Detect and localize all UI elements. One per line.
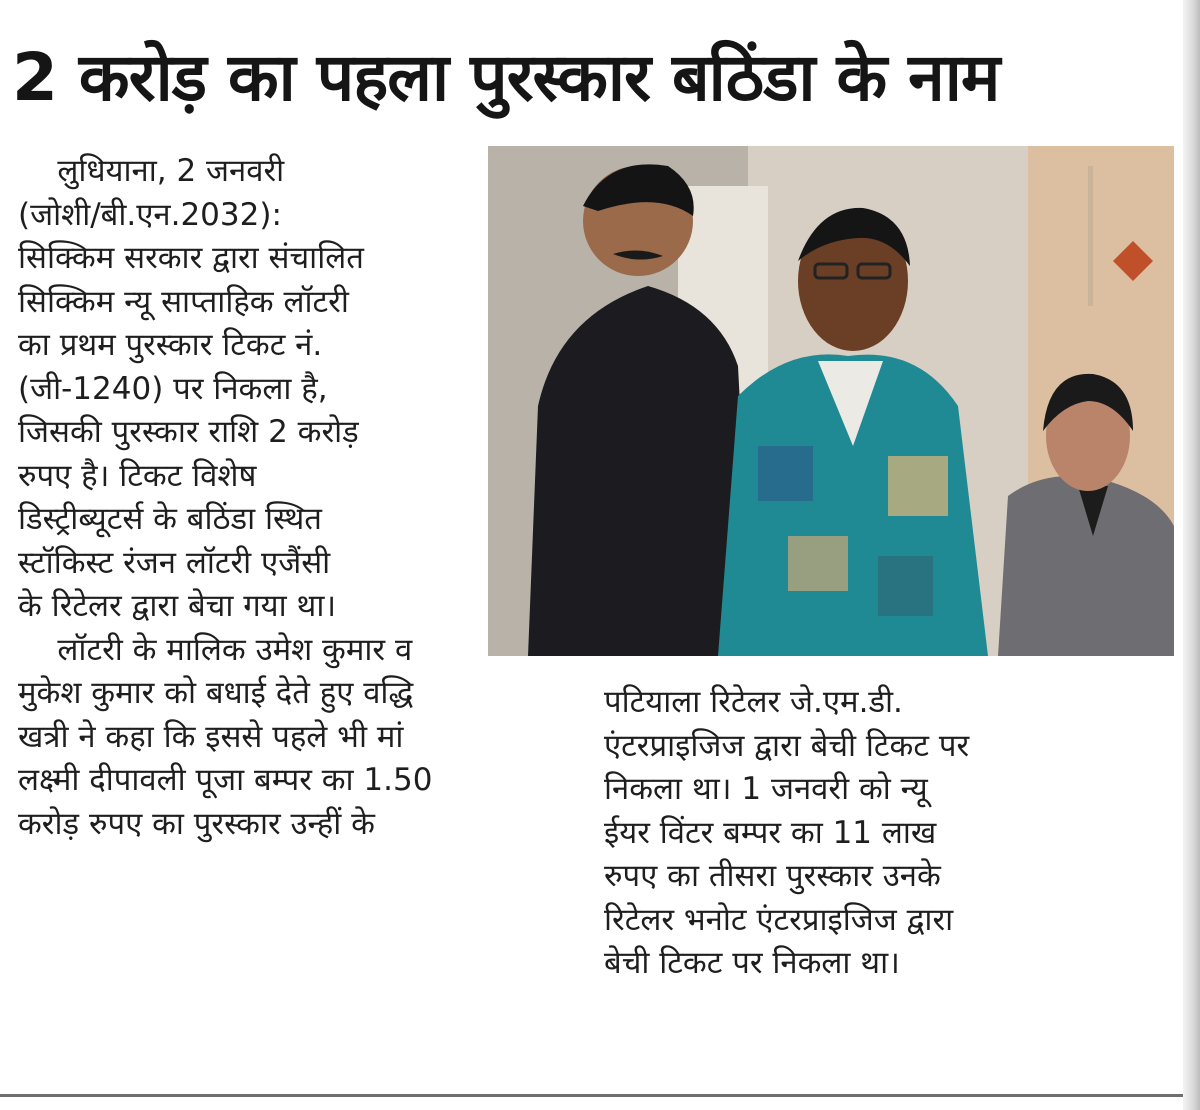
text-line: पटियाला रिटेलर जे.एम.डी. bbox=[604, 684, 903, 720]
text-line: रुपए है। टिकट विशेष bbox=[18, 457, 257, 494]
text-line: का प्रथम पुरस्कार टिकट नं. bbox=[18, 327, 323, 363]
text-line: (जी-1240) पर निकला है, bbox=[18, 370, 328, 407]
text-line: सिक्किम न्यू साप्ताहिक लॉटरी bbox=[18, 283, 349, 320]
text-line: एंटरप्राइजिज द्वारा बेची टिकट पर bbox=[604, 727, 970, 764]
bottom-rule bbox=[0, 1094, 1183, 1097]
text-line: खत्री ने कहा कि इससे पहले भी मां bbox=[18, 718, 404, 755]
text-line: ईयर विंटर बम्पर का 11 लाख bbox=[604, 814, 937, 851]
page-edge-shadow bbox=[1183, 0, 1200, 1110]
text-line: रिटेलर भनोट एंटरप्राइजिज द्वारा bbox=[604, 901, 954, 938]
text-line: के रिटेलर द्वारा बेचा गया था। bbox=[18, 588, 337, 624]
text-line: डिस्ट्रीब्यूटर्स के बठिंडा स्थित bbox=[18, 501, 322, 537]
text-line: लुधियाना, 2 जनवरी bbox=[18, 153, 285, 189]
text-line: जिसकी पुरस्कार राशि 2 करोड़ bbox=[18, 414, 359, 450]
text-line: लॉटरी के मालिक उमेश कुमार व bbox=[18, 631, 413, 668]
text-line: मुकेश कुमार को बधाई देते हुए वद्धि bbox=[18, 675, 414, 711]
text-line: लक्ष्मी दीपावली पूजा बम्पर का 1.50 bbox=[18, 762, 433, 798]
text-line: (जोशी/बी.एन.2032): bbox=[18, 196, 282, 233]
article-body-right-column bbox=[604, 681, 1174, 986]
photo-illustration bbox=[488, 146, 1174, 656]
article-headline: 2 करोड़ का पहला पुरस्कार बठिंडा के नाम bbox=[12, 39, 1000, 116]
news-photo bbox=[488, 146, 1174, 656]
text-line: करोड़ रुपए का पुरस्कार उन्हीं के bbox=[18, 805, 375, 842]
text-line: निकला था। 1 जनवरी को न्यू bbox=[604, 771, 928, 807]
text-line: रुपए का तीसरा पुरस्कार उनके bbox=[604, 858, 941, 894]
text-line: सिक्किम सरकार द्वारा संचालित bbox=[18, 240, 364, 276]
text-line: स्टॉकिस्ट रंजन लॉटरी एजैंसी bbox=[18, 544, 331, 581]
text-line: बेची टिकट पर निकला था। bbox=[604, 945, 900, 981]
